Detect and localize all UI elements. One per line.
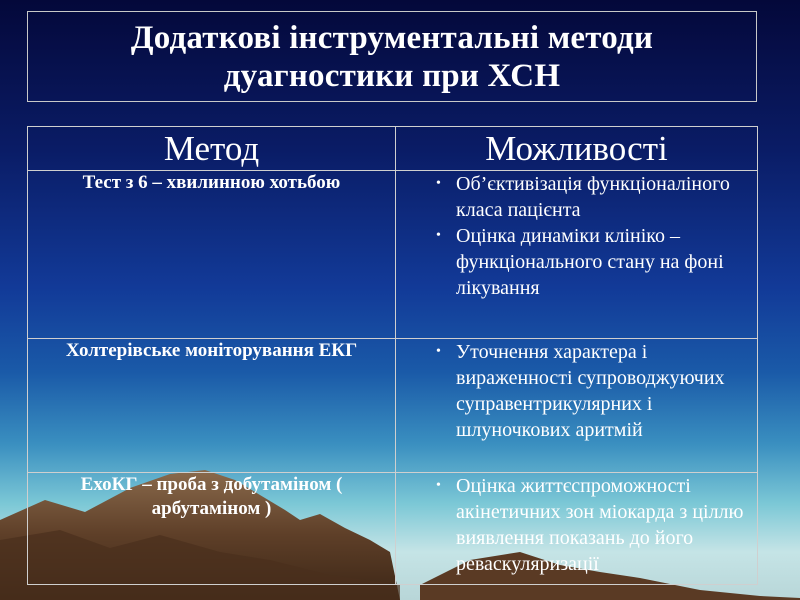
title-box [27, 11, 757, 102]
capabilities-cell [396, 339, 758, 473]
capabilities-cell [396, 171, 758, 339]
list-item [396, 473, 757, 577]
capabilities-cell [396, 473, 758, 585]
methods-table [27, 126, 758, 585]
bullet-icon: • [436, 176, 441, 191]
method-cell: Тест з 6 – хвилинною хотьбою [28, 171, 396, 339]
bullet-icon: • [436, 478, 441, 493]
bullet-icon: • [436, 344, 441, 359]
method-cell: ЕхоКГ – проба з добутаміном ( арбутаміном ) [28, 473, 396, 585]
capability-text: Оцінка життєспроможності акінетичних зон міокарда з ціллю виявлення показань до його реваскуляризації [456, 475, 744, 575]
slide-title: Додаткові інструментальні методи дуагностики при ХСН [130, 19, 654, 94]
header-method: Метод [28, 127, 396, 171]
capabilities-list [396, 473, 757, 577]
capabilities-list [396, 339, 757, 443]
list-item [396, 171, 757, 223]
capability-text: Об’єктивізація функціоналіного класа пацієнта [456, 173, 730, 221]
table-row [28, 473, 758, 585]
capabilities-list [396, 171, 757, 301]
method-cell: Холтерівське моніторування ЕКГ [28, 339, 396, 473]
list-item [396, 339, 757, 443]
capability-text: Оцінка динаміки клініко – функціонального стану на фоні лікування [456, 225, 724, 299]
table-row [28, 339, 758, 473]
capability-text: Уточнення характера і вираженності супроводжуючих суправентрикулярних і шлуночкових аритмій [456, 341, 725, 441]
table-header-row [28, 127, 758, 171]
table-container [27, 126, 758, 585]
table-row [28, 171, 758, 339]
list-item [396, 223, 757, 301]
header-capabilities: Можливості [396, 127, 758, 171]
bullet-icon: • [436, 228, 441, 243]
